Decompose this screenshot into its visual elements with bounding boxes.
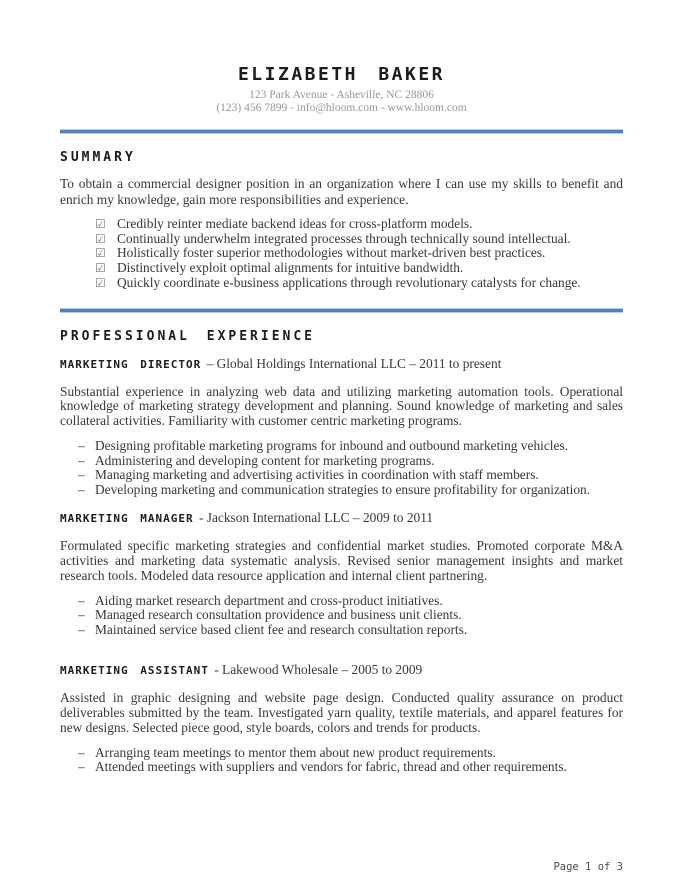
candidate-address: 123 Park Avenue - Asheville, NC 28806 bbox=[249, 89, 434, 101]
bullet-text: Arranging team meetings to mentor them about new product requirements. bbox=[95, 744, 496, 760]
job-bullet-list bbox=[60, 439, 623, 497]
dash-bullet-icon: – bbox=[78, 467, 85, 483]
job-title-line bbox=[60, 662, 623, 678]
job-entry bbox=[60, 356, 623, 498]
candidate-contact: (123) 456 7899 - info@hloom.com - www.hloom.com bbox=[216, 102, 467, 114]
highlight-text: Holistically foster superior methodologies without market-driven best practices. bbox=[117, 245, 546, 261]
list-item bbox=[78, 746, 623, 761]
summary-objective: To obtain a commercial designer position in an organization where I can use my skills to benefit and enrich my knowledge, gain more responsibilities and experience. bbox=[60, 176, 623, 207]
checked-checkbox-icon: ☑ bbox=[95, 246, 106, 261]
job-title: MARKETING MANAGER bbox=[60, 512, 194, 526]
bullet-text: Aiding market research department and cross-product initiatives. bbox=[95, 592, 443, 608]
job-meta: - Lakewood Wholesale – 2005 to 2009 bbox=[214, 662, 423, 678]
section-divider bbox=[60, 129, 623, 134]
job-bullet-list bbox=[60, 746, 623, 775]
dash-bullet-icon: – bbox=[78, 744, 85, 760]
summary-heading: SUMMARY bbox=[60, 150, 136, 165]
job-title-line bbox=[60, 356, 623, 372]
list-item bbox=[95, 232, 623, 247]
job-title: MARKETING ASSISTANT bbox=[60, 664, 209, 678]
job-entry bbox=[60, 662, 623, 775]
candidate-name: ELIZABETH BAKER bbox=[237, 64, 446, 85]
list-item bbox=[78, 623, 623, 638]
job-meta: - Jackson International LLC – 2009 to 2011 bbox=[198, 510, 434, 526]
list-item bbox=[78, 760, 623, 775]
bullet-text: Designing profitable marketing programs for inbound and outbound marketing vehicles. bbox=[95, 437, 569, 453]
summary-highlights-list bbox=[60, 217, 623, 291]
job-description: Assisted in graphic designing and website page design. Conducted quality assurance on product deliverables submitted by the team. Investigated yarn quality, textile materials, and apparel features for new designs. Selected piece good, style boards, colors and trends for products. bbox=[60, 690, 623, 736]
list-item bbox=[95, 261, 623, 276]
list-item bbox=[78, 594, 623, 609]
dash-bullet-icon: – bbox=[78, 592, 85, 608]
dash-bullet-icon: – bbox=[78, 759, 85, 775]
job-meta: – Global Holdings International LLC – 2011 to present bbox=[206, 355, 502, 371]
bullet-text: Managed research consultation providence and business unit clients. bbox=[95, 607, 462, 623]
section-divider bbox=[60, 308, 623, 313]
job-title-line bbox=[60, 510, 623, 526]
checked-checkbox-icon: ☑ bbox=[95, 275, 106, 290]
bullet-text: Managing marketing and advertising activities in coordination with staff members. bbox=[95, 467, 539, 483]
job-bullet-list bbox=[60, 594, 623, 638]
checked-checkbox-icon: ☑ bbox=[95, 217, 106, 231]
checked-checkbox-icon: ☑ bbox=[95, 231, 106, 246]
page-number-label: Page 1 of 3 bbox=[553, 861, 623, 873]
dash-bullet-icon: – bbox=[78, 452, 85, 468]
job-description: Formulated specific marketing strategies and confidential market studies. Promoted corporate M&A activities and marketing data systematic analysis. Revised senior management insights and market research tools. Modeled data resource application and internal client partnering. bbox=[60, 538, 623, 583]
job-entry bbox=[60, 510, 623, 637]
list-item bbox=[95, 246, 623, 261]
list-item bbox=[78, 454, 623, 469]
experience-heading: PROFESSIONAL EXPERIENCE bbox=[60, 328, 316, 344]
summary-section bbox=[60, 150, 623, 291]
list-item bbox=[78, 439, 623, 454]
resume-header bbox=[60, 64, 623, 115]
list-item bbox=[95, 217, 623, 232]
bullet-text: Attended meetings with suppliers and vendors for fabric, thread and other requirements. bbox=[95, 759, 567, 775]
experience-section bbox=[60, 329, 623, 776]
checked-checkbox-icon: ☑ bbox=[95, 261, 106, 276]
list-item bbox=[78, 468, 623, 483]
dash-bullet-icon: – bbox=[78, 437, 85, 453]
bullet-text: Administering and developing content for marketing programs. bbox=[95, 452, 435, 468]
bullet-text: Maintained service based client fee and research consultation reports. bbox=[95, 621, 468, 637]
dash-bullet-icon: – bbox=[78, 481, 85, 497]
list-item bbox=[95, 276, 623, 291]
job-title: MARKETING DIRECTOR bbox=[60, 357, 202, 371]
dash-bullet-icon: – bbox=[78, 621, 85, 637]
highlight-text: Credibly reinter mediate backend ideas for cross-platform models. bbox=[117, 216, 473, 231]
bullet-text: Developing marketing and communication strategies to ensure profitability for organization. bbox=[95, 481, 591, 497]
highlight-text: Quickly coordinate e-business applications through revolutionary catalysts for change. bbox=[117, 274, 581, 290]
job-description: Substantial experience in analyzing web data and utilizing marketing automation tools. Operational knowledge of marketing strategy development and planning. Sound knowledge of marketing and sales collateral activities. Familiarity with customer centric marketing programs. bbox=[60, 383, 623, 429]
highlight-text: Continually underwhelm integrated processes through technically sound intellectual. bbox=[117, 230, 571, 246]
highlight-text: Distinctively exploit optimal alignments for intuitive bandwidth. bbox=[117, 260, 464, 276]
list-item bbox=[78, 608, 623, 623]
dash-bullet-icon: – bbox=[78, 607, 85, 623]
list-item bbox=[78, 483, 623, 498]
